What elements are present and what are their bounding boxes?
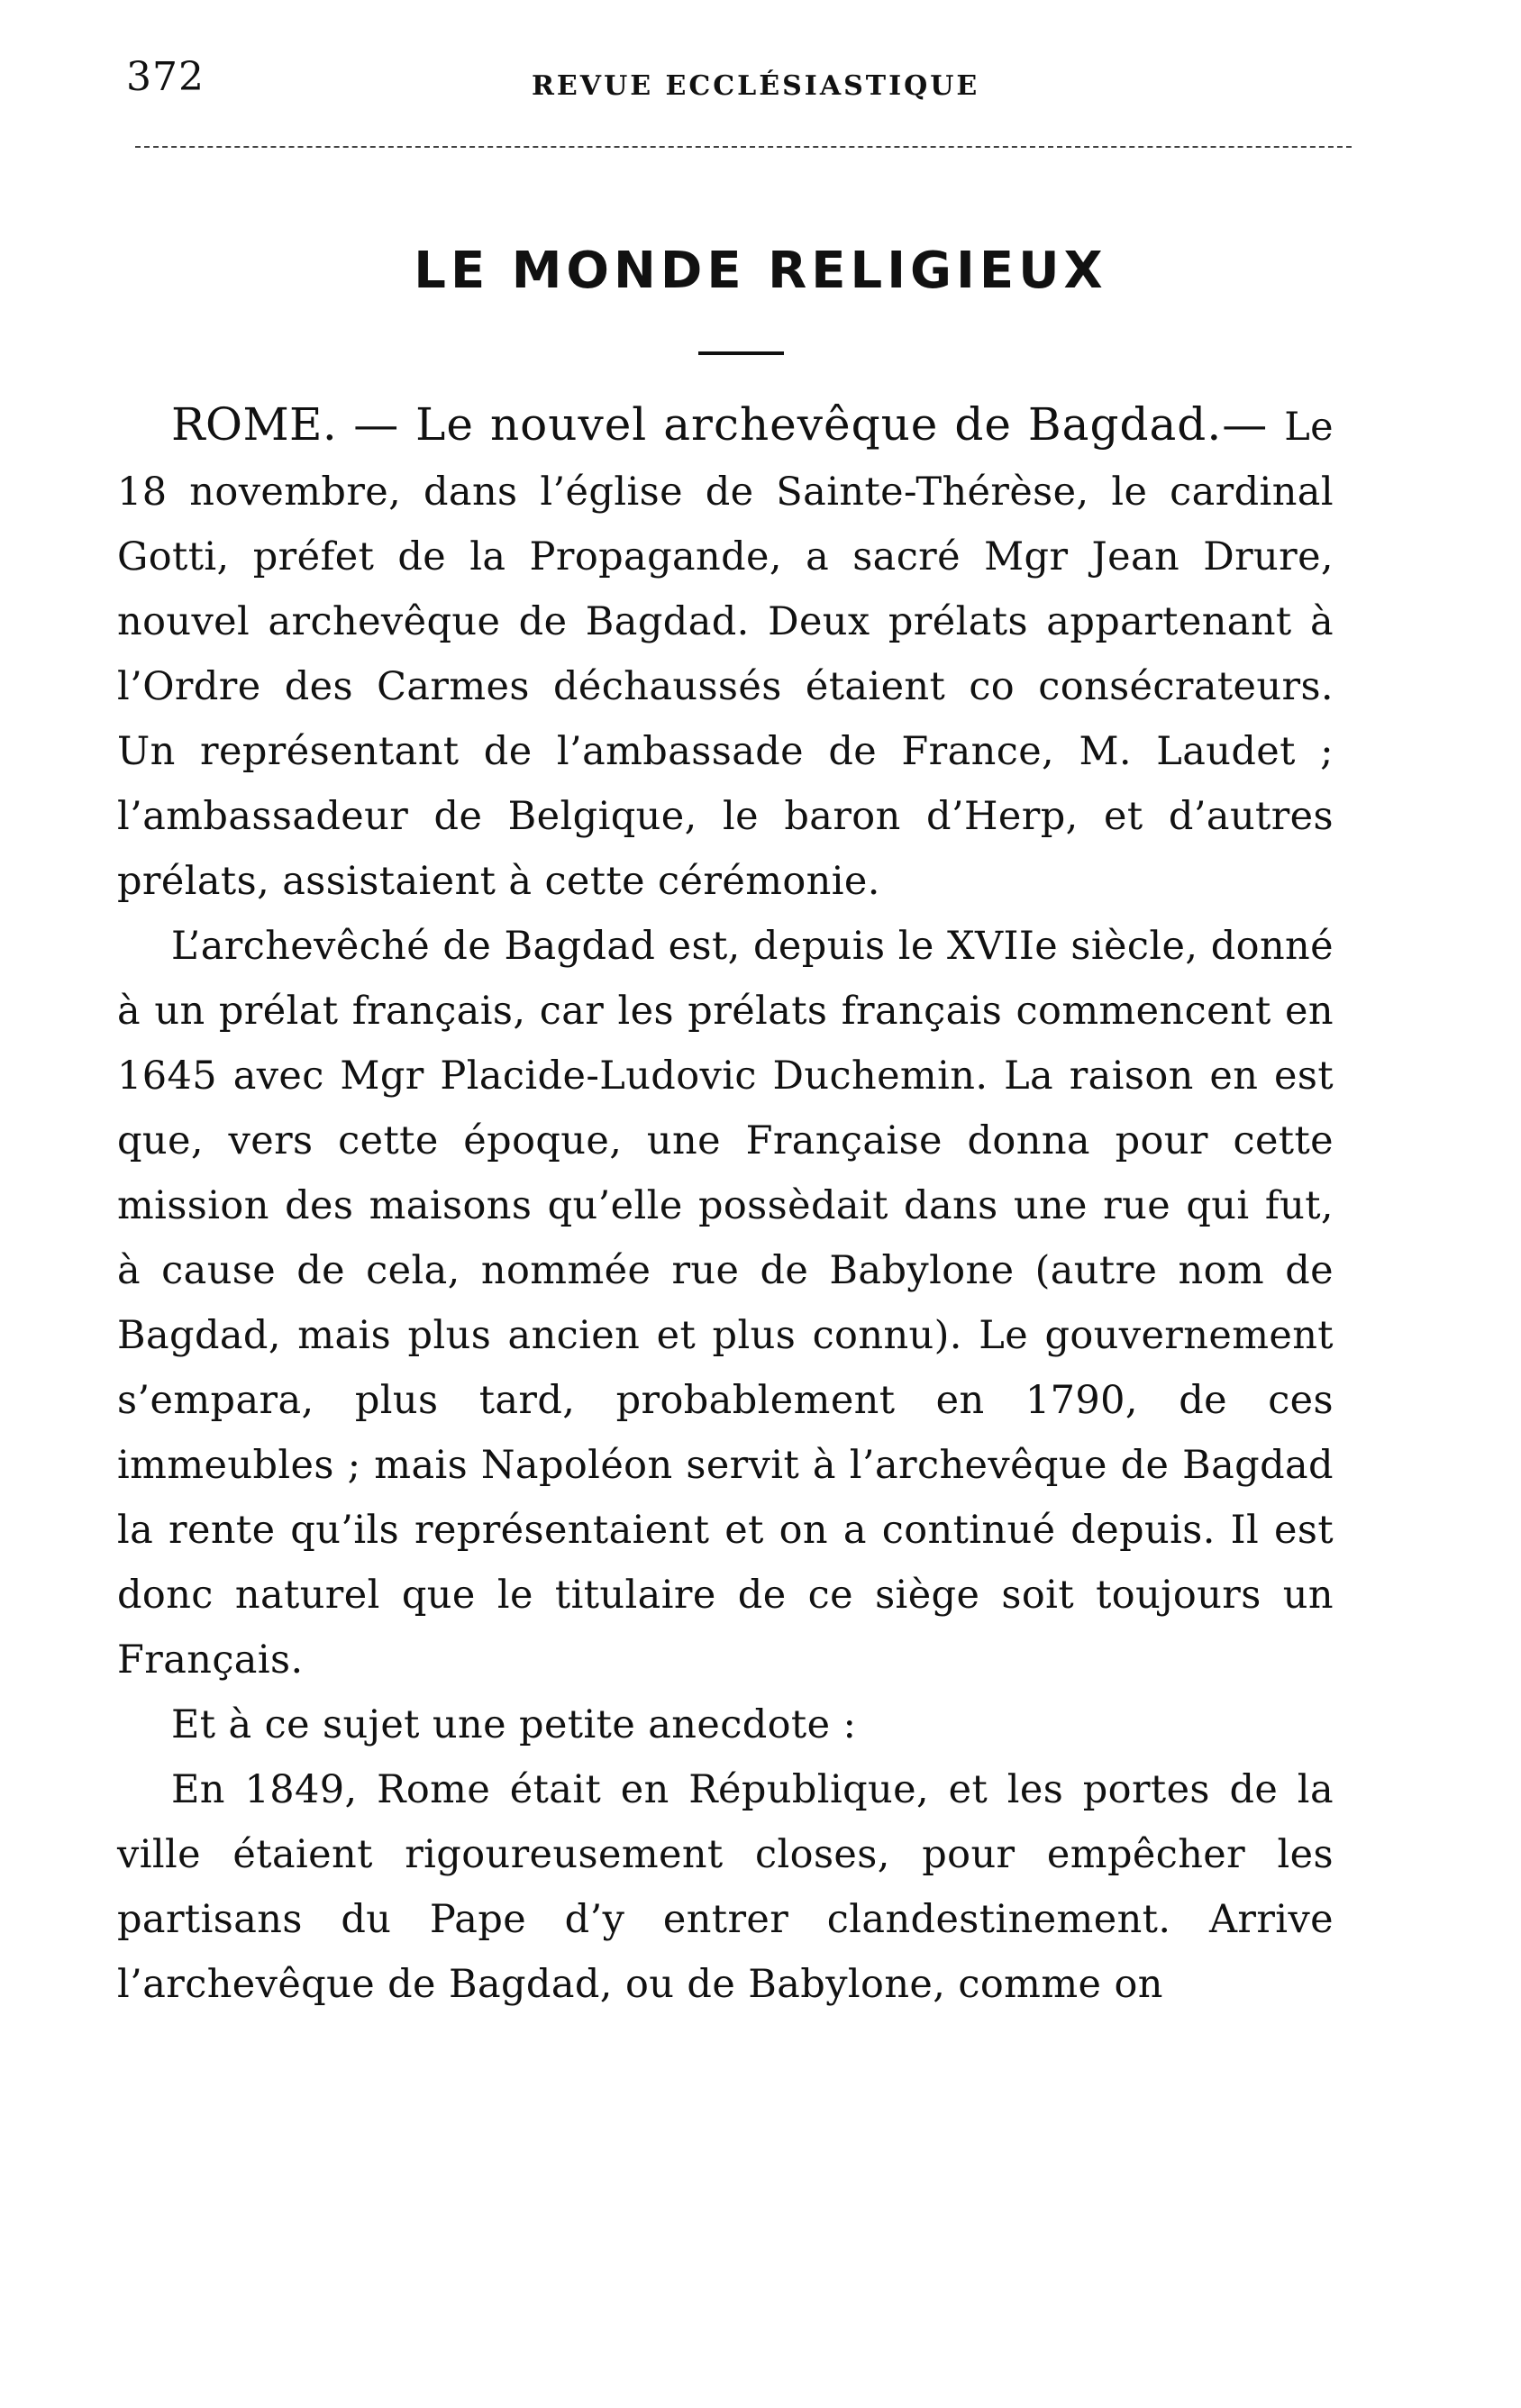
- section-title: LE MONDE RELIGIEUX: [414, 242, 1107, 300]
- title-divider: [698, 351, 784, 355]
- header-divider: [135, 146, 1352, 148]
- lead-title: — Le nouvel archevêque de Bagdad.—: [337, 398, 1285, 451]
- paragraph-4: En 1849, Rome était en République, et les portes de la ville étaient rigoureusement closes, pour empêcher les partisans du Pape d’y entrer clandestinement. Arrive l’archevêque de Bagdad, ou de Babylone, comme on: [117, 1767, 1334, 2007]
- article-body: [117, 392, 1334, 2017]
- lead-paragraph: [117, 392, 1334, 914]
- lead-place: ROME.: [171, 398, 338, 451]
- running-head: REVUE ECCLÉSIASTIQUE: [532, 70, 980, 102]
- page-number: 372: [126, 54, 205, 100]
- page-header: [126, 45, 1361, 108]
- paragraph-3: Et à ce sujet une petite anecdote :: [171, 1702, 857, 1747]
- paragraph-2: L’archevêché de Bagdad est, depuis le XVIIe siècle, donné à un prélat français, car les prélats français commencent en 1645 avec Mgr Placide-Ludovic Duchemin. La raison en est que, vers cette époque, une Française donna pour cette mission des maisons qu’elle possèdait dans une rue qui fut, à cause de cela, nommée rue de Babylone (autre nom de Bagdad, mais plus ancien et plus connu). Le gouvernement s’empara, plus tard, probablement en 1790, de ces immeubles ; mais Napoléon servit à l’archevêque de Bagdad la rente qu’ils représentaient et on a continué depuis. Il est donc naturel que le titulaire de ce siège soit toujours un Français.: [117, 924, 1334, 1683]
- paragraph-1: Le 18 novembre, dans l’église de Sainte-Thérèse, le cardinal Gotti, préfet de la Propagande, a sacré Mgr Jean Drure, nouvel archevêque de Bagdad. Deux prélats appartenant à l’Ordre des Carmes déchaussés étaient co consécrateurs. Un représentant de l’ambassade de France, M. Laudet ; l’ambassadeur de Belgique, le baron d’Herp, et d’autres prélats, assistaient à cette cérémonie.: [117, 405, 1334, 904]
